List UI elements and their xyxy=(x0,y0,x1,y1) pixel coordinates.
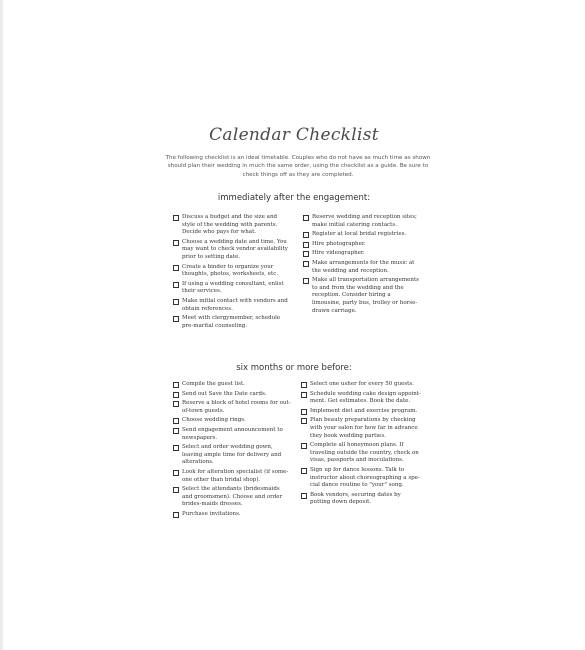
checklist-item-label: Discuss a budget and the size and style of the wedding with parents. Decide who pays for what. xyxy=(182,214,278,236)
checkbox-icon[interactable] xyxy=(301,382,307,388)
checklist-item xyxy=(303,214,421,229)
checkbox-icon[interactable] xyxy=(301,392,307,398)
checklist-item-label: Purchase invitations. xyxy=(182,510,241,517)
checkbox-icon[interactable] xyxy=(303,261,309,267)
checklist-item-label: Make all transportation arrangements to and from the wedding and the reception. Consider hiring a limousine, party bus, trolley or horse-drawn carriage. xyxy=(312,277,419,314)
checklist-item xyxy=(301,391,421,406)
checklist-item xyxy=(303,250,421,258)
checklist-item-label: Schedule wedding cake design appoint-ment. Get estimates. Book the date. xyxy=(310,390,421,405)
checkbox-icon[interactable] xyxy=(301,493,307,499)
checklist-item xyxy=(173,486,291,509)
checkbox-icon[interactable] xyxy=(301,468,307,474)
checklist-item-label: Select one usher for every 50 guests. xyxy=(310,381,414,387)
checkbox-icon[interactable] xyxy=(173,487,179,493)
checklist-item xyxy=(173,264,291,279)
page-title: Calendar Checklist xyxy=(209,125,379,145)
section-heading-engagement: immediately after the engagement: xyxy=(217,193,371,203)
checklist-item-label: Send out Save the Date cards. xyxy=(182,390,267,397)
intro-text: The following checklist is an ideal timetable. Couples who do not have as much time as shown should plan their wedding in much the same order, using the checklist as a guide. Be sure to check things off as they are completed. xyxy=(165,155,431,178)
checklist-item-label: Make initial contact with vendors and obtain references. xyxy=(182,297,288,312)
checklist-item-label: Meet with clergymember, schedule pre-marital counseling. xyxy=(182,315,281,329)
checklist-item xyxy=(173,298,291,313)
checklist-item-label: Reserve a block of hotel rooms for out-of-town guests. xyxy=(182,400,291,414)
checklist-item-label: Select and order wedding gown, leaving ample time for delivery and alterations. xyxy=(182,444,282,466)
checklist-item xyxy=(173,511,291,519)
document-page xyxy=(3,0,585,650)
checkbox-icon[interactable] xyxy=(173,445,179,451)
checklist-item-label: Implement diet and exercise program. xyxy=(310,407,418,414)
checkbox-icon[interactable] xyxy=(173,428,179,434)
checklist-item xyxy=(173,239,291,262)
checklist-item-label: Register at local bridal registries. xyxy=(312,231,407,238)
checkbox-icon[interactable] xyxy=(173,401,179,407)
checklist-column-six-months-left xyxy=(173,381,291,521)
checklist-item xyxy=(303,231,421,239)
checkbox-icon[interactable] xyxy=(303,242,309,248)
checkbox-icon[interactable] xyxy=(173,512,179,518)
checklist-item xyxy=(303,260,421,275)
checkbox-icon[interactable] xyxy=(173,265,179,271)
checklist-item xyxy=(303,241,421,249)
checkbox-icon[interactable] xyxy=(173,240,179,246)
checklist-item-label: If using a wedding consultant, enlist their services. xyxy=(182,280,284,295)
checklist-item xyxy=(303,277,421,315)
checkbox-icon[interactable] xyxy=(303,232,309,238)
checklist-item xyxy=(173,400,291,415)
checkbox-icon[interactable] xyxy=(173,316,179,322)
checklist-item-label: Make arrangements for the music at the wedding and reception. xyxy=(312,259,415,274)
checklist-column-engagement-right xyxy=(303,214,421,317)
checklist-item xyxy=(173,281,291,296)
checklist-item-label: Reserve wedding and reception sites; make initial catering contacts. xyxy=(312,214,417,228)
checklist-item-label: Choose a wedding date and time. You may want to check vendor availability prior to setting date. xyxy=(182,238,288,260)
checklist-item-label: Sign up for dance lessons. Talk to instructor about choreographing a spe-cial dance routine to "your" song. xyxy=(310,466,420,489)
checklist-item xyxy=(173,381,291,389)
checklist-item xyxy=(173,444,291,467)
checklist-item xyxy=(173,315,291,330)
checklist-item xyxy=(173,469,291,484)
checklist-item xyxy=(301,467,421,490)
checkbox-icon[interactable] xyxy=(173,418,179,424)
checklist-item-label: Compile the guest list. xyxy=(182,381,245,387)
checklist-item xyxy=(301,492,421,507)
checklist-item-label: Complete all honeymoon plans. If traveling outside the country, check on visas, passports and inoculations. xyxy=(310,442,419,464)
checklist-item-label: Select the attendants (bridesmaids and groomsmen). Choose and order brides-maids dresses. xyxy=(182,486,283,508)
checkbox-icon[interactable] xyxy=(301,443,307,449)
checkbox-icon[interactable] xyxy=(173,382,179,388)
checkbox-icon[interactable] xyxy=(173,392,179,398)
checkbox-icon[interactable] xyxy=(173,282,179,288)
checklist-item-label: Send engagement announcement to newspapers. xyxy=(182,426,283,441)
checkbox-icon[interactable] xyxy=(303,215,309,221)
checklist-item xyxy=(173,214,291,237)
checklist-item-label: Create a binder to organize your thoughts, photos, worksheets, etc. xyxy=(182,263,279,278)
checkbox-icon[interactable] xyxy=(303,251,309,257)
checkbox-icon[interactable] xyxy=(303,278,309,284)
checklist-item xyxy=(301,408,421,416)
checklist-item-label: Plan beauty preparations by checking with your salon for how far in advance they book wedding parties. xyxy=(310,417,418,439)
checkbox-icon[interactable] xyxy=(173,215,179,221)
checklist-item-label: Book vendors, securing dates by putting down deposit. xyxy=(310,491,401,506)
checklist-item xyxy=(173,427,291,442)
checklist-item-label: Hire photographer. xyxy=(312,240,366,247)
checklist-item xyxy=(173,391,291,399)
checklist-item xyxy=(173,417,291,425)
checklist-item-label: Look for alteration specialist (if some-one other than bridal shop). xyxy=(182,468,289,483)
checklist-item xyxy=(301,381,421,389)
checklist-item xyxy=(301,442,421,465)
checklist-item-label: Choose wedding rings. xyxy=(182,417,246,424)
checkbox-icon[interactable] xyxy=(301,409,307,415)
checklist-column-six-months-right xyxy=(301,381,421,509)
checklist-column-engagement-left xyxy=(173,214,291,332)
checkbox-icon[interactable] xyxy=(301,418,307,424)
checkbox-icon[interactable] xyxy=(173,470,179,476)
section-heading-six-months: six months or more before: xyxy=(236,363,352,373)
checkbox-icon[interactable] xyxy=(173,299,179,305)
checklist-item-label: Hire videographer. xyxy=(312,250,365,257)
checklist-item xyxy=(301,417,421,440)
